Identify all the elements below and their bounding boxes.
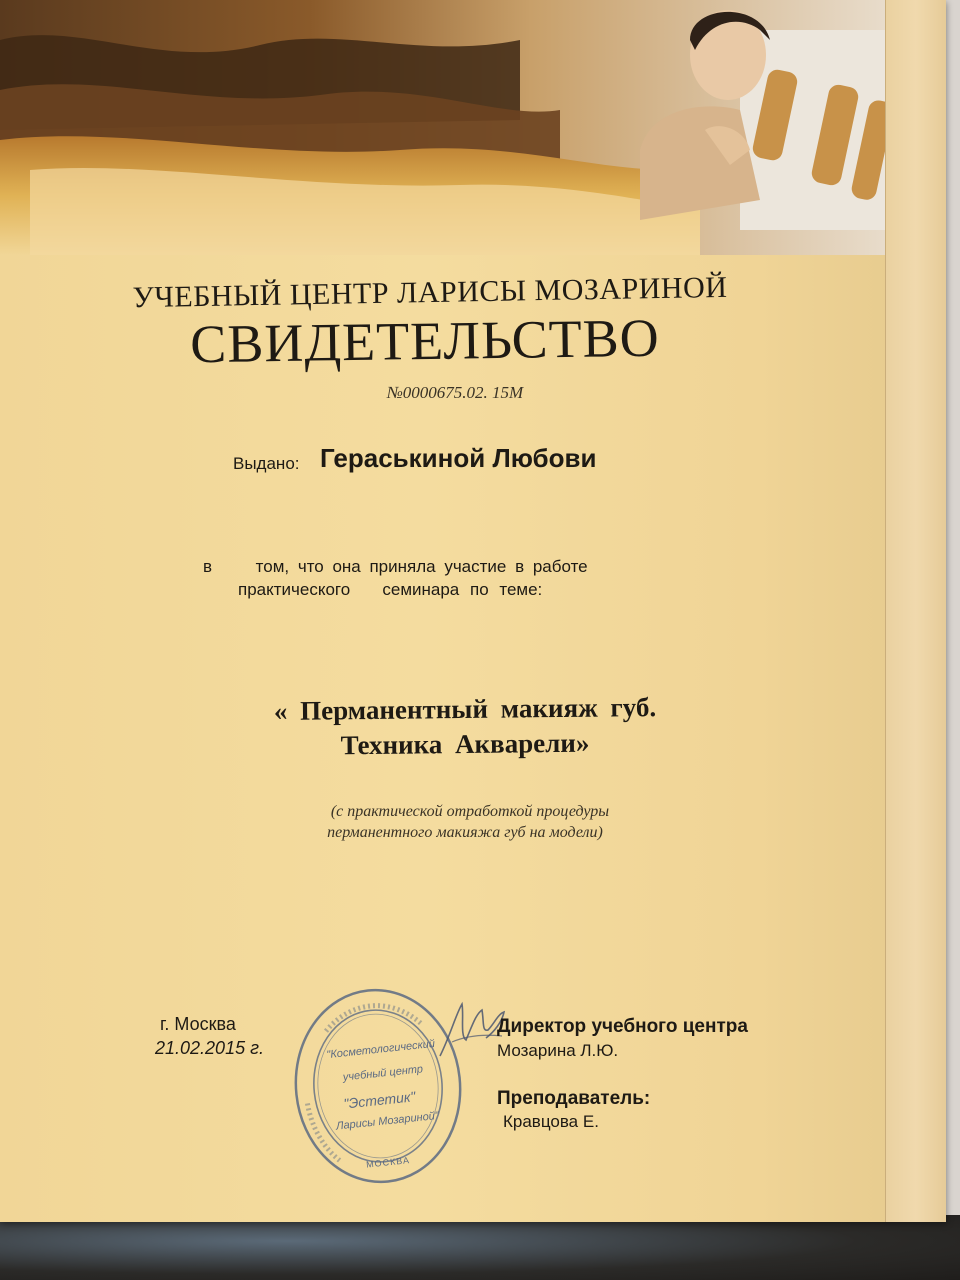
teacher-title: Преподаватель:	[497, 1088, 651, 1109]
recipient-name: Гераськиной Любови	[320, 443, 597, 473]
stamp-bottom-text: МОСКВА	[365, 1155, 411, 1170]
teacher-name: Кравцова Е.	[503, 1112, 599, 1131]
document-number: №0000675.02. 15М	[386, 383, 524, 402]
header-painting	[0, 0, 885, 255]
director-name: Мозарина Л.Ю.	[497, 1041, 619, 1060]
seminar-topic-line-2: Техника Акварели»	[340, 727, 590, 761]
seminar-topic-line-1: « Перманентный макияж губ.	[273, 691, 657, 727]
binding-strip	[885, 0, 946, 1222]
organization-title: УЧЕБНЫЙ ЦЕНТР ЛАРИСЫ МОЗАРИНОЙ	[132, 270, 728, 315]
stamp-line-4: Ларисы Мозариной"	[335, 1109, 440, 1133]
body-text-line-2: практического семинара по теме:	[238, 580, 543, 599]
director-title: Директор учебного центра	[497, 1016, 748, 1037]
topic-note-line-2: перманентного макияжа губ на модели)	[327, 824, 603, 841]
stamp-line-1: "Косметологический	[325, 1037, 436, 1062]
stamp-line-3: "Эстетик"	[342, 1088, 417, 1112]
issued-label: Выдано:	[233, 454, 300, 473]
document-title: СВИДЕТЕЛЬСТВО	[189, 307, 661, 375]
issue-city: г. Москва	[160, 1014, 236, 1034]
issue-date: 21.02.2015 г.	[155, 1038, 264, 1058]
body-text-line-1: в том, что она приняла участие в работе	[203, 557, 588, 576]
background-surface	[0, 1215, 960, 1280]
stamp-line-2: учебный центр	[342, 1063, 424, 1084]
topic-note-line-1: (с практической отработкой процедуры	[330, 803, 610, 820]
